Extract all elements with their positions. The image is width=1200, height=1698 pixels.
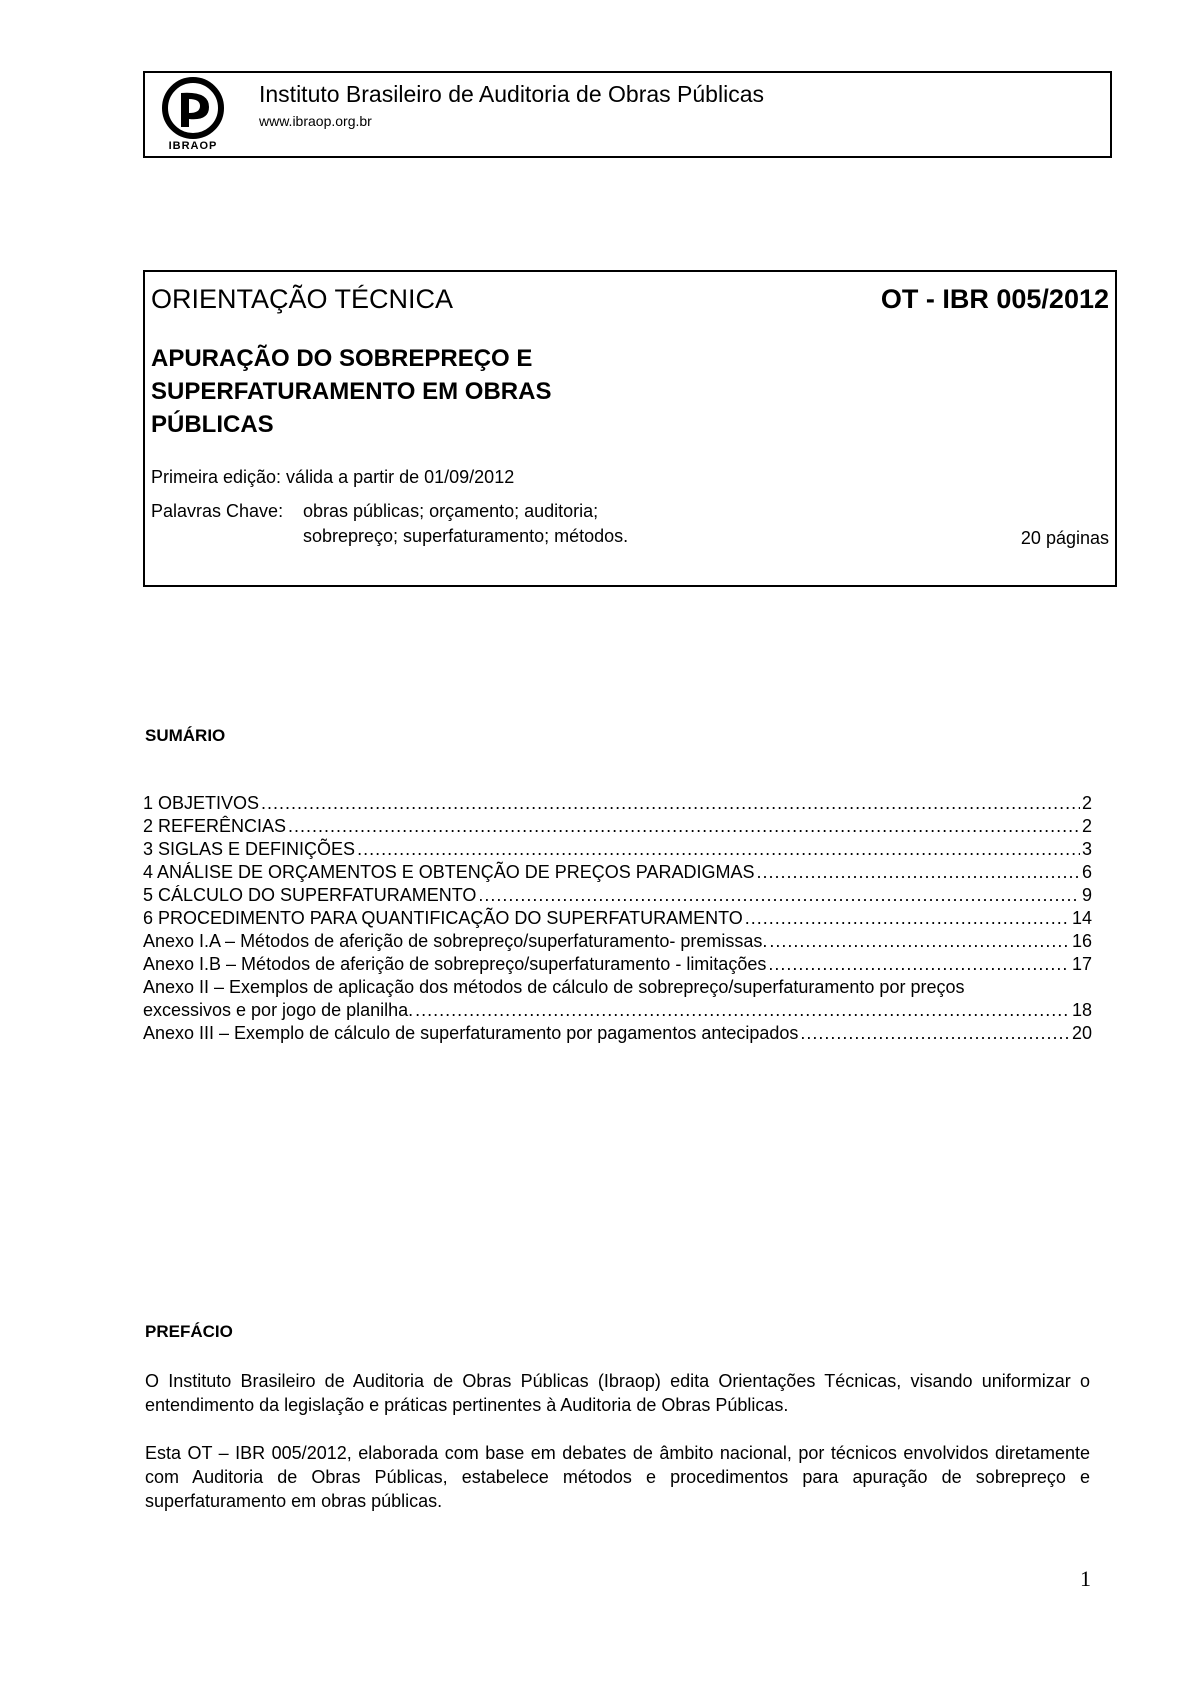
page-count: 20 páginas — [1020, 528, 1109, 548]
toc-entry-page: 2 — [1081, 793, 1092, 813]
table-of-contents — [143, 792, 1092, 1045]
toc-leader — [478, 884, 1080, 907]
toc-entry[interactable] — [143, 930, 1092, 953]
toc-entry-title: 2 REFERÊNCIAS — [143, 816, 287, 836]
toc-entry[interactable] — [143, 1022, 1092, 1045]
toc-leader — [415, 999, 1070, 1022]
toc-leader — [756, 861, 1080, 884]
toc-entry-page: 2 — [1081, 816, 1092, 836]
document-code: OT - IBR 005/2012 — [880, 284, 1109, 314]
toc-entry-wrapped-line[interactable] — [143, 976, 1092, 999]
page-number: 1 — [1080, 1566, 1091, 1591]
toc-entry-page: 16 — [1071, 931, 1092, 951]
toc-entry-title: 3 SIGLAS E DEFINIÇÕES — [143, 839, 356, 859]
keywords-label: Palavras Chave: — [151, 501, 284, 521]
toc-entry-page: 18 — [1071, 1000, 1092, 1020]
toc-entry-title: Anexo II – Exemplos de aplicação dos métodos de cálculo de sobrepreço/superfaturamento por preços — [143, 977, 965, 997]
summary-heading: SUMÁRIO — [145, 726, 226, 745]
toc-entry-title: Anexo I.A – Métodos de aferição de sobrepreço/superfaturamento- premissas. — [143, 931, 768, 951]
toc-entry-title: 4 ANÁLISE DE ORÇAMENTOS E OBTENÇÃO DE PREÇOS PARADIGMAS — [143, 862, 755, 882]
keywords-line: obras públicas; orçamento; auditoria; — [303, 501, 599, 521]
ibraop-logo — [151, 77, 235, 153]
toc-leader — [769, 930, 1070, 953]
institute-name: Instituto Brasileiro de Auditoria de Obras Públicas — [259, 81, 764, 107]
preface-paragraph: Esta OT – IBR 005/2012, elaborada com base em debates de âmbito nacional, por técnicos envolvidos diretamente com Auditoria de Obras Públicas, estabelece métodos e procedimentos para apuração de sobrepreço e superfaturamento em obras públicas. — [145, 1443, 1090, 1511]
toc-entry[interactable] — [143, 953, 1092, 976]
toc-entry-title: 5 CÁLCULO DO SUPERFATURAMENTO — [143, 885, 477, 905]
toc-entry-page: 6 — [1081, 862, 1092, 882]
toc-entry-page: 3 — [1081, 839, 1092, 859]
toc-leader — [261, 792, 1080, 815]
title-line: PÚBLICAS — [151, 411, 274, 438]
toc-entry[interactable] — [143, 999, 1092, 1022]
toc-entry-title: Anexo I.B – Métodos de aferição de sobrepreço/superfaturamento - limitações — [143, 954, 767, 974]
toc-entry[interactable] — [143, 861, 1092, 884]
document-type: ORIENTAÇÃO TÉCNICA — [151, 284, 454, 314]
toc-leader — [745, 907, 1070, 930]
toc-entry[interactable] — [143, 907, 1092, 930]
toc-entry[interactable] — [143, 838, 1092, 861]
toc-entry-title: Anexo III – Exemplo de cálculo de superfaturamento por pagamentos antecipados — [143, 1023, 799, 1043]
toc-leader — [768, 953, 1070, 976]
toc-entry-page: 14 — [1071, 908, 1092, 928]
toc-entry[interactable] — [143, 792, 1092, 815]
edition-info: Primeira edição: válida a partir de 01/09/2012 — [151, 467, 515, 487]
toc-entry-title: 6 PROCEDIMENTO PARA QUANTIFICAÇÃO DO SUPERFATURAMENTO — [143, 908, 743, 928]
logo-text: IBRAOP — [168, 140, 218, 152]
logo-mark-icon — [151, 77, 235, 139]
toc-entry-page: 17 — [1071, 954, 1092, 974]
toc-leader — [800, 1022, 1070, 1045]
toc-entry[interactable] — [143, 815, 1092, 838]
toc-entry[interactable] — [143, 884, 1092, 907]
title-line: APURAÇÃO DO SOBREPREÇO E — [151, 345, 533, 372]
document-title-block — [143, 270, 1117, 587]
toc-leader — [357, 838, 1080, 861]
toc-entry-title: 1 OBJETIVOS — [143, 793, 260, 813]
toc-entry-page: 9 — [1081, 885, 1092, 905]
title-line: SUPERFATURAMENTO EM OBRAS — [151, 378, 552, 405]
institute-url[interactable]: www.ibraop.org.br — [259, 113, 372, 129]
preface-heading: PREFÁCIO — [145, 1322, 233, 1341]
preface-paragraph: O Instituto Brasileiro de Auditoria de Obras Públicas (Ibraop) edita Orientações Técnicas, visando uniformizar o entendimento da legislação e práticas pertinentes à Auditoria de Obras Públicas. — [145, 1371, 1090, 1415]
institute-header — [143, 71, 1112, 158]
document-title — [151, 342, 671, 441]
toc-entry-page: 20 — [1071, 1023, 1092, 1043]
keywords-line: sobrepreço; superfaturamento; métodos. — [303, 526, 629, 546]
toc-entry-title: excessivos e por jogo de planilha. — [143, 1000, 414, 1020]
toc-leader — [288, 815, 1080, 838]
